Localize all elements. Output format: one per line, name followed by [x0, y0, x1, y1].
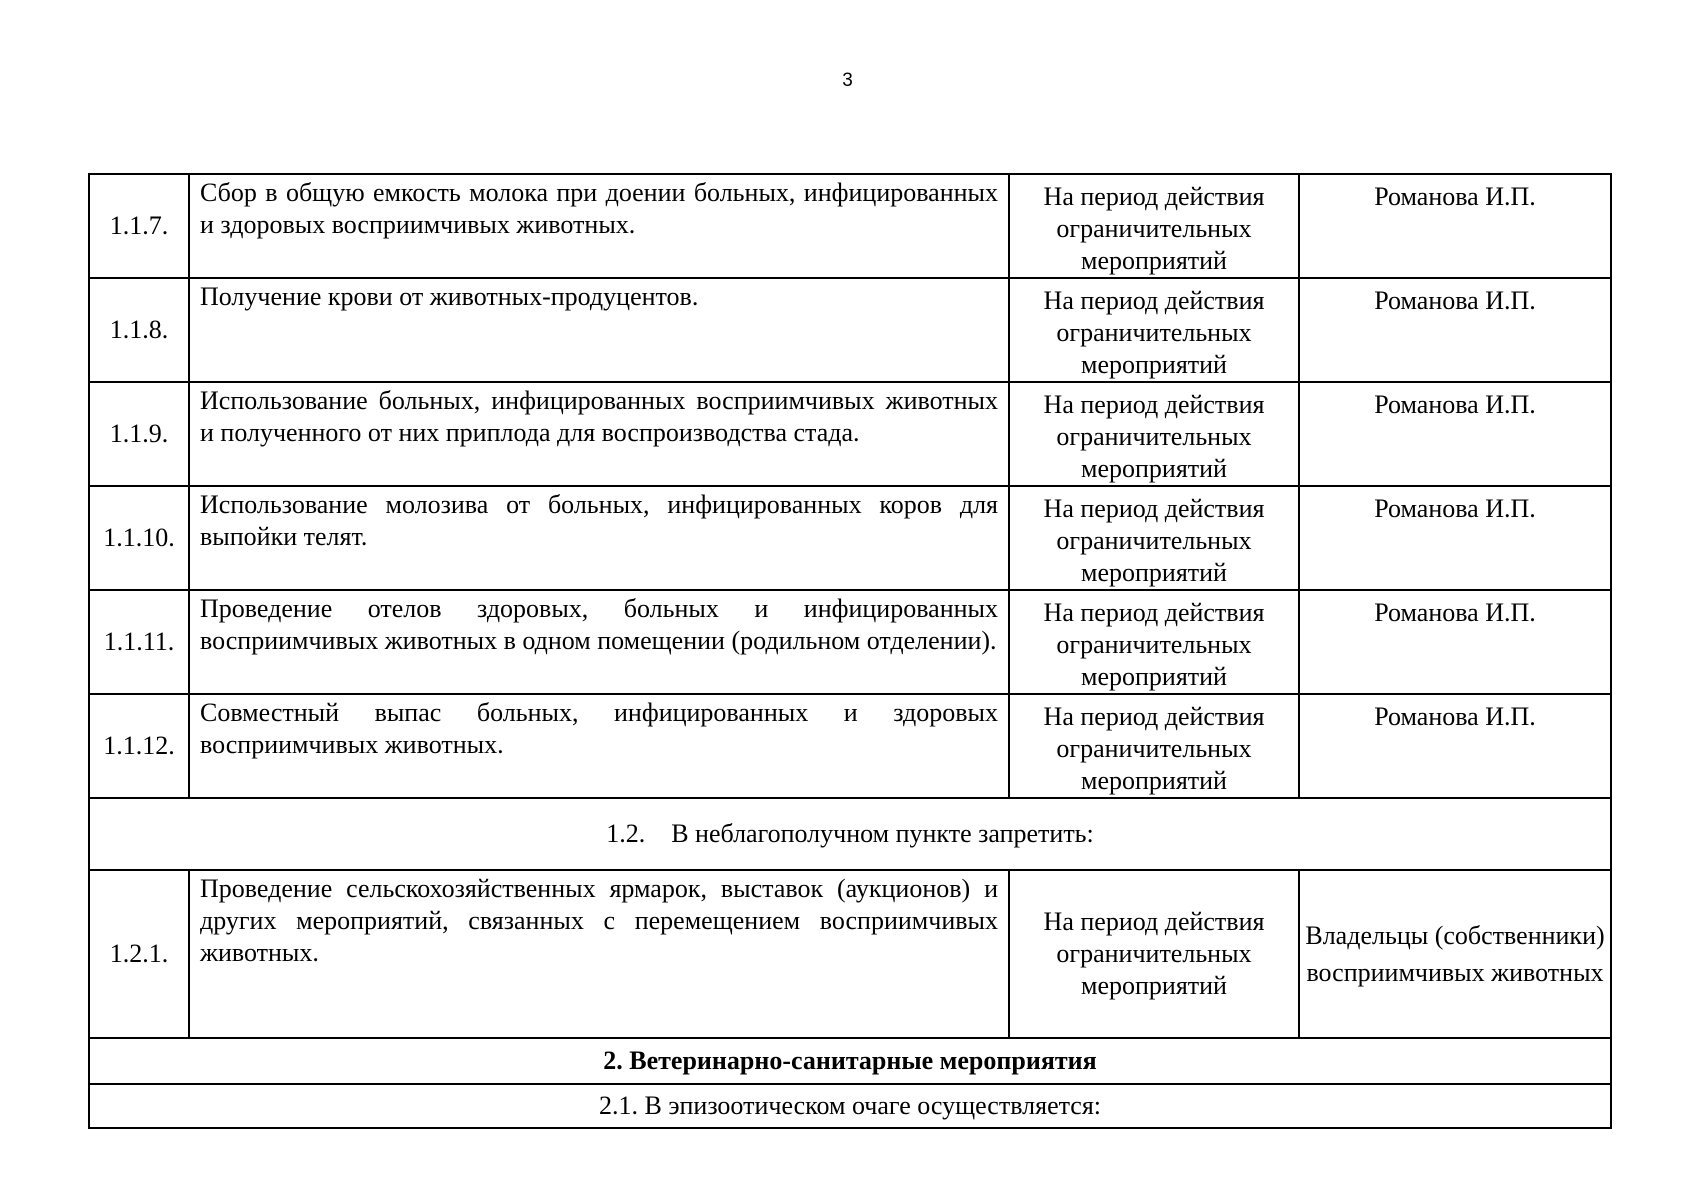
period-cell: На период действия ограничительных мероприятий [1009, 174, 1299, 278]
section-2-heading: 2. Ветеринарно-санитарные мероприятия [89, 1038, 1611, 1084]
measure-description: Использование молозива от больных, инфицированных коров для выпойки телят. [189, 486, 1009, 590]
table-row [89, 382, 1611, 486]
measure-description: Использование больных, инфицированных восприимчивых животных и полученного от них приплода для воспроизводства стада. [189, 382, 1009, 486]
table-row [89, 870, 1611, 1038]
row-number: 1.1.8. [89, 278, 189, 382]
section-2-1-heading: 2.1. В эпизоотическом очаге осуществляется: [89, 1084, 1611, 1128]
period-cell: На период действия ограничительных мероприятий [1009, 870, 1299, 1038]
table-row [89, 590, 1611, 694]
period-cell: На период действия ограничительных мероприятий [1009, 694, 1299, 798]
measure-description: Получение крови от животных-продуцентов. [189, 278, 1009, 382]
page-number: 3 [842, 70, 853, 91]
responsible-cell: Романова И.П. [1299, 174, 1611, 278]
period-cell: На период действия ограничительных мероприятий [1009, 486, 1299, 590]
table-row [89, 486, 1611, 590]
responsible-cell: Романова И.П. [1299, 382, 1611, 486]
measure-description: Проведение сельскохозяйственных ярмарок, выставок (аукционов) и других мероприятий, связанных с перемещением восприимчивых животных. [189, 870, 1009, 1038]
responsible-cell: Романова И.П. [1299, 278, 1611, 382]
section-heading-row [89, 798, 1611, 870]
responsible-cell: Романова И.П. [1299, 486, 1611, 590]
row-number: 1.1.11. [89, 590, 189, 694]
table-row [89, 174, 1611, 278]
responsible-cell: Владельцы (собственники) восприимчивых животных [1299, 870, 1611, 1038]
table-row [89, 694, 1611, 798]
table-row [89, 278, 1611, 382]
section-1-2-heading: 1.2. В неблагополучном пункте запретить: [89, 798, 1611, 870]
row-number: 1.1.9. [89, 382, 189, 486]
row-number: 1.1.12. [89, 694, 189, 798]
measure-description: Совместный выпас больных, инфицированных и здоровых восприимчивых животных. [189, 694, 1009, 798]
row-number: 1.1.10. [89, 486, 189, 590]
row-number: 1.1.7. [89, 174, 189, 278]
period-cell: На период действия ограничительных мероприятий [1009, 382, 1299, 486]
section-heading-row [89, 1038, 1611, 1084]
measure-description: Сбор в общую емкость молока при доении больных, инфицированных и здоровых восприимчивых животных. [189, 174, 1009, 278]
period-cell: На период действия ограничительных мероприятий [1009, 278, 1299, 382]
measure-description: Проведение отелов здоровых, больных и инфицированных восприимчивых животных в одном помещении (родильном отделении). [189, 590, 1009, 694]
section-heading-row [89, 1084, 1611, 1128]
responsible-cell: Романова И.П. [1299, 590, 1611, 694]
responsible-cell: Романова И.П. [1299, 694, 1611, 798]
period-cell: На период действия ограничительных мероприятий [1009, 590, 1299, 694]
measures-table [88, 173, 1612, 1129]
row-number: 1.2.1. [89, 870, 189, 1038]
